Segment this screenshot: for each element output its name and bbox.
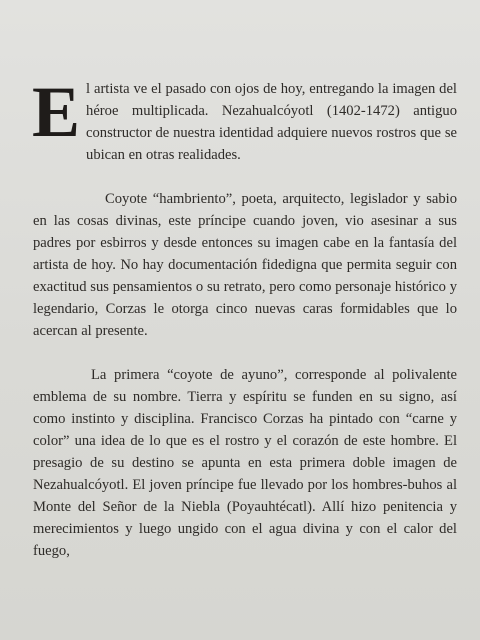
paragraph-coyote: Coyote “hambriento”, poeta, arquitecto, legislador y sabio en las cosas divinas, este príncipe cuando joven, vio asesinar a sus padres por esbirros y desde entonces su imagen cabe en la fantasía del artista de hoy. No hay documentación fidedigna que permita seguir con exactitud sus pensamientos o su retrato, pero como personaje histórico y legendario, Corzas le otorga cinco nuevas caras formidables que lo acercan al presente. xyxy=(33,191,457,339)
paragraph-intro-text: l artista ve el pasado con ojos de hoy, entregando la imagen del héroe multiplicada. Nezahualcóyotl (1402-1472) antiguo constructor de nuestra identidad adquiere nuevos rostros que se ubican en otras realidades. xyxy=(86,81,457,163)
paragraph-primera: La primera “coyote de ayuno”, corresponde al polivalente emblema de su nombre. Tierra y espíritu se funden en su signo, así como instinto y disciplina. Francisco Corzas ha pintado con “carne y color” una idea de lo que es el rostro y el corazón de este hombre. El presagio de su destino se apunta en esta primera doble imagen de Nezahualcóyotl. El joven príncipe fue llevado por los hombres-buhos al Monte del Señor de la Niebla (Poyauhtécatl). Allí hizo penitencia y merecimientos y luego ungido con el agua divina y con el calor del fuego, xyxy=(33,367,457,559)
paragraph-intro xyxy=(32,72,457,166)
body-text xyxy=(32,72,457,562)
drop-cap: E xyxy=(32,72,81,152)
